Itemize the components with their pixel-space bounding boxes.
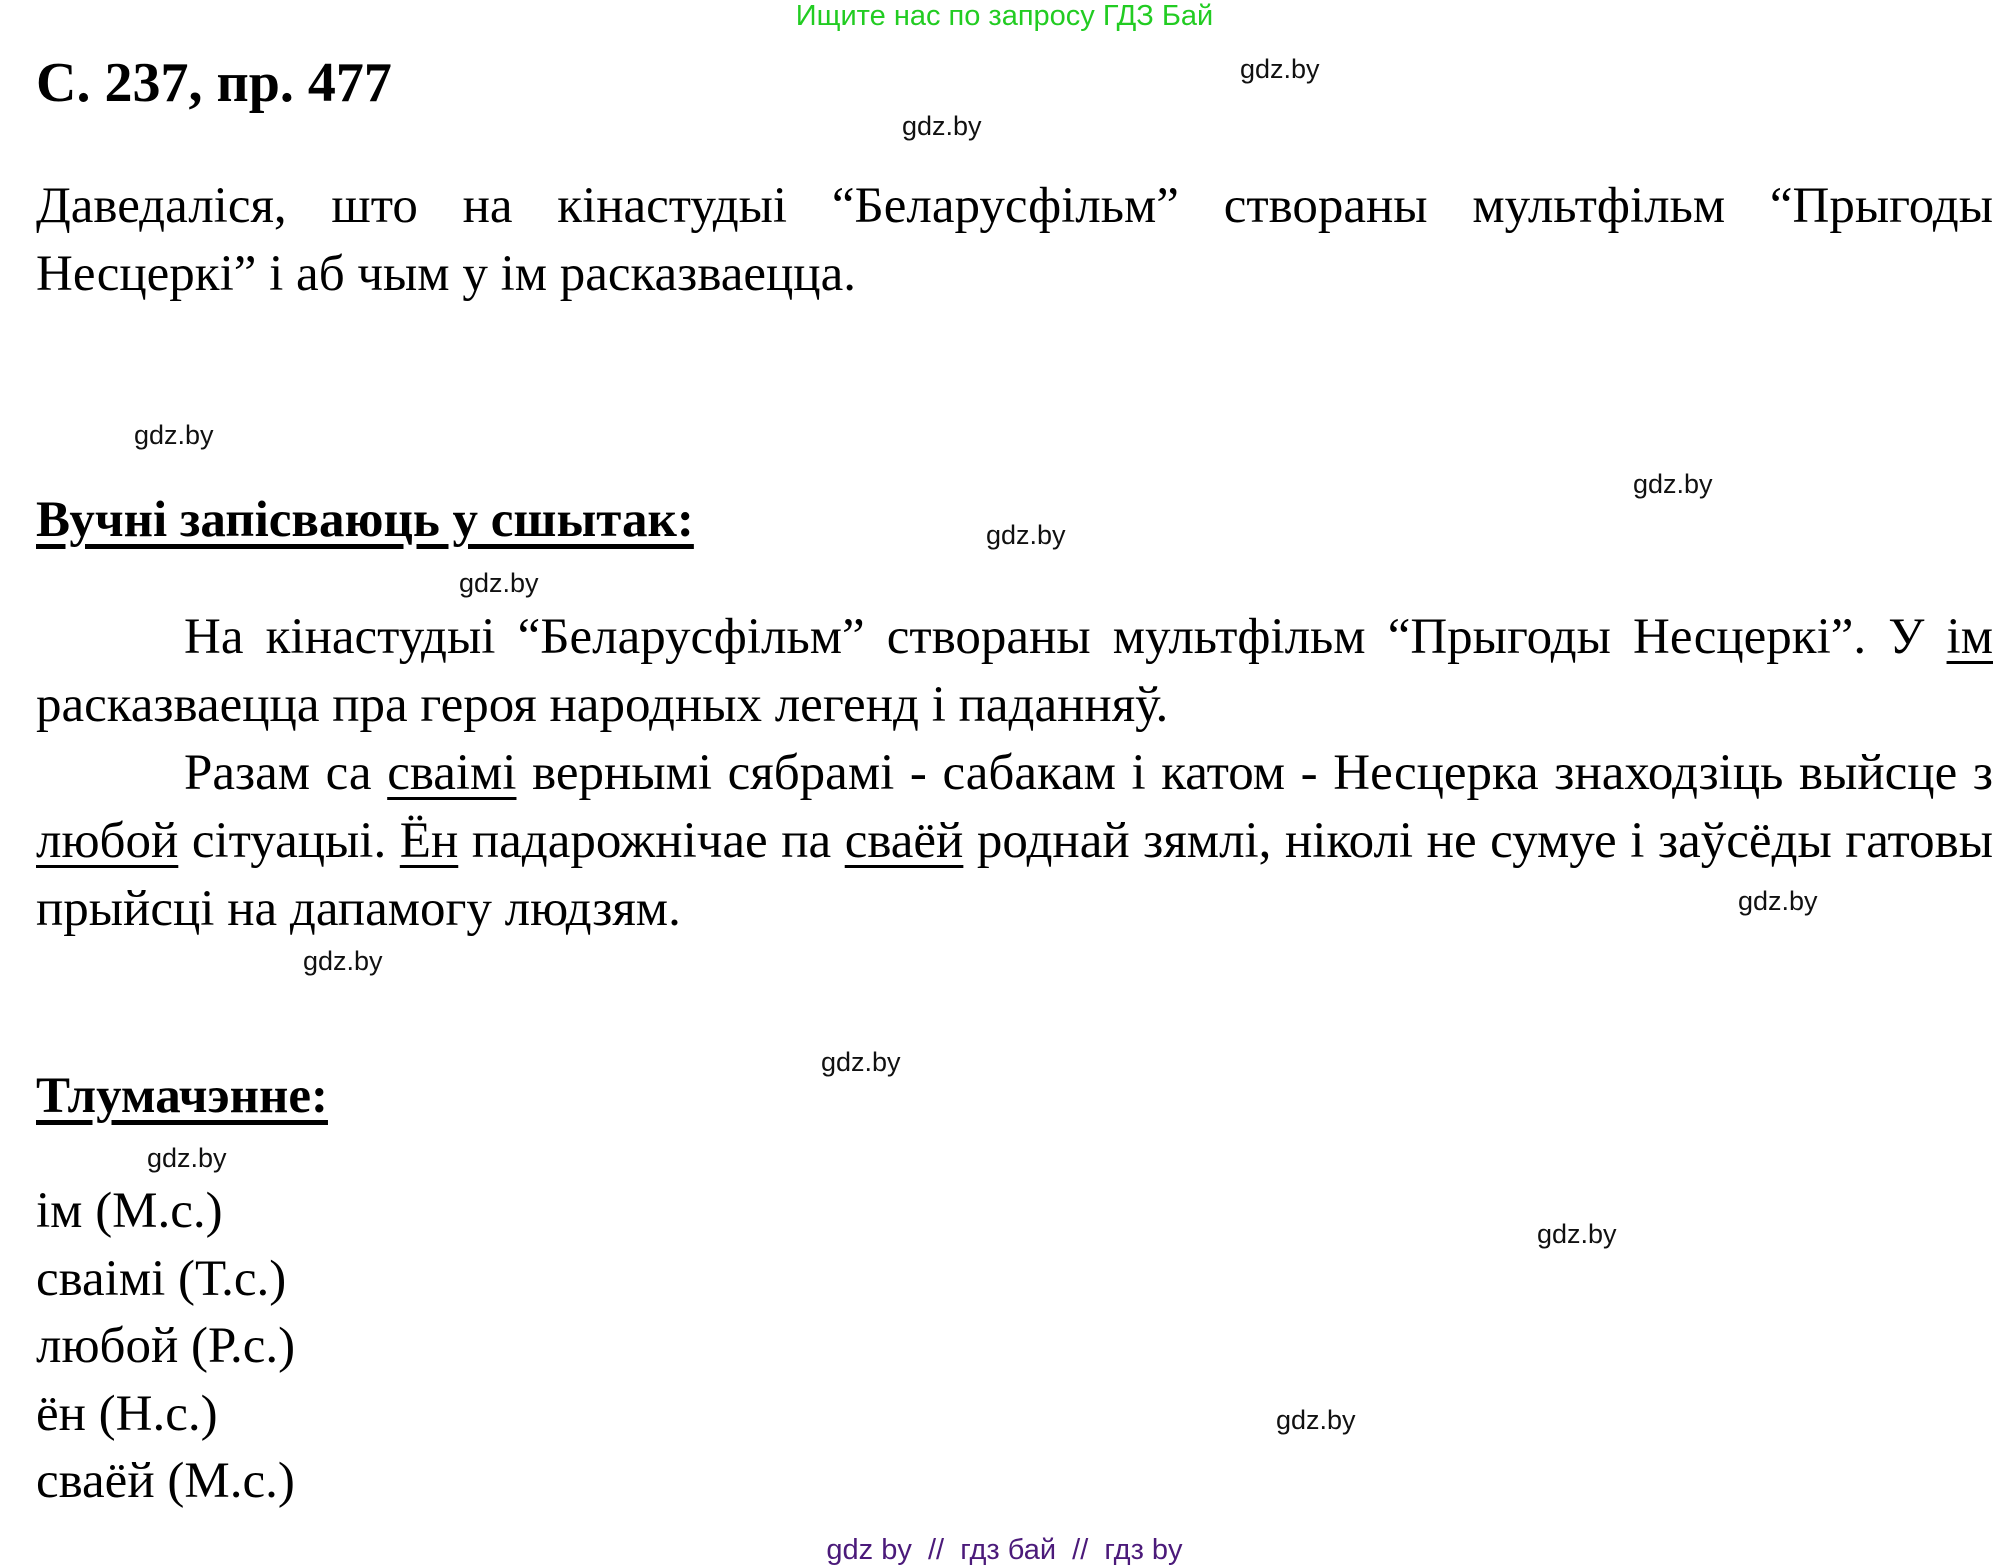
watermark: gdz.by: [1276, 1405, 1356, 1435]
watermark: gdz.by: [1537, 1219, 1617, 1249]
watermark: gdz.by: [1738, 886, 1818, 916]
underlined-word: любой: [36, 813, 179, 869]
list-item: сваімі (Т.с.): [36, 1250, 287, 1307]
list-item: любой (Р.с.): [36, 1318, 296, 1374]
watermark: gdz.by: [902, 111, 982, 141]
text-run: роднай зямлі, ніколі не сумуе і заўсёды гатовы прыйсці на дапамогу людзям.: [36, 813, 1993, 937]
text-run: На кінастудыі “Беларусфільм” створаны мультфільм “Прыгоды Несцеркі”. У: [184, 609, 1947, 665]
watermark: gdz.by: [1633, 469, 1713, 499]
watermark: gdz.by: [147, 1143, 227, 1173]
text-run: Разам са: [184, 745, 388, 801]
watermark: gdz.by: [986, 520, 1066, 550]
underlined-word: ім: [1946, 609, 1993, 665]
list-item: сваёй (М.с.): [36, 1453, 295, 1509]
page-title: С. 237, пр. 477: [36, 52, 392, 114]
watermark: gdz.by: [134, 420, 214, 450]
underlined-word: Ён: [399, 813, 459, 869]
text-run: вернымі сябрамі - сабакам і катом - Несцерка знаходзіць выйсце з: [516, 745, 1993, 801]
list-item: ім (М.с.): [36, 1183, 223, 1239]
watermark: gdz.by: [1240, 54, 1320, 84]
text-run: расказваецца пра героя народных легенд і паданняў.: [36, 677, 1169, 733]
underlined-word: сваімі: [387, 745, 517, 801]
section-heading-explanation: Тлумачэнне:: [36, 1068, 328, 1124]
watermark: gdz.by: [459, 568, 539, 598]
section-heading-notebook: Вучні запісваюць у сшытак:: [36, 492, 694, 548]
list-item: ён (Н.с.): [36, 1385, 218, 1442]
watermark: gdz.by: [303, 946, 383, 976]
footer-links: gdz by // гдз бай // гдз by: [826, 1534, 1183, 1566]
task-text: Даведаліся, што на кінастудыі “Беларусфільм” створаны мультфільм “Прыгоды Несцеркі” і аб чым у ім расказваецца.: [36, 178, 1993, 302]
answer-paragraph-2: [36, 739, 1993, 943]
text-run: сітуацыі.: [178, 813, 400, 869]
search-banner: Ищите нас по запросу ГДЗ Бай: [795, 0, 1214, 32]
text-run: падарожнічае па: [458, 813, 845, 869]
answer-paragraph-1: [36, 603, 1993, 739]
explanation-list: [36, 1178, 295, 1516]
underlined-word: сваёй: [844, 813, 964, 869]
watermark: gdz.by: [821, 1047, 901, 1077]
